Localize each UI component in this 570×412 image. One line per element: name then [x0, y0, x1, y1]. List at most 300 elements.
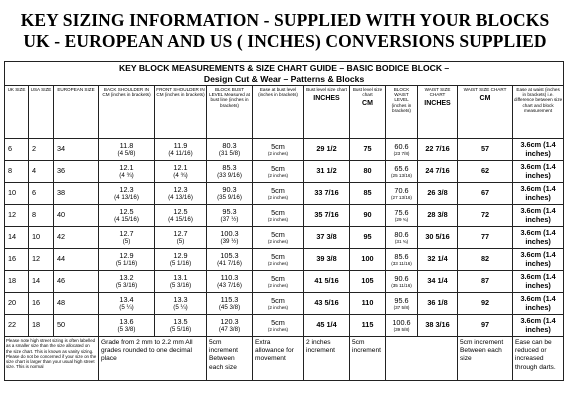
note-vanity-sizing: Please note high street sizing is often labelled as a smaller size than the size allocated on the size chart. This is known as vanity sizing. Please do not be concerned if your size on the size chart is larger than your usual high street size. This is normal [5, 337, 99, 381]
cell-value: 95.3 [222, 206, 237, 216]
cell-inches: (2 inches) [267, 173, 289, 178]
cell-waist [386, 139, 418, 161]
cell-bust [207, 183, 253, 205]
cell-bust-chart-cm [350, 183, 386, 205]
header-block-waist-level [386, 86, 418, 139]
cell-value: 6 [8, 144, 13, 154]
cell-waist-chart-cm [458, 139, 513, 161]
cell-back [99, 205, 155, 227]
cell-value: 85.3 [222, 162, 237, 172]
cell-value: 13.1 [173, 272, 188, 282]
cell-bust-chart-cm [350, 293, 386, 315]
header-bust-chart-cm [350, 86, 386, 139]
cell-value: 75.6 [394, 207, 409, 217]
cell-value: 12.3 [119, 184, 134, 194]
note-bust-increment: 5cm increment Between each size [207, 337, 253, 381]
table-row [5, 249, 564, 271]
cell-value: 48 [57, 298, 66, 308]
cell-value: 12.9 [119, 250, 134, 260]
cell-value: 5cm [271, 295, 285, 305]
cell-inches: (5) [122, 238, 131, 246]
cell-back [99, 249, 155, 271]
cell-bust-chart-in [304, 315, 350, 337]
cell-eu [54, 227, 99, 249]
cell-ease [253, 161, 304, 183]
cell-value: 57 [480, 144, 490, 154]
cell-value: 67 [480, 188, 490, 198]
cell-value: 13.5 [173, 316, 188, 326]
cell-waist-chart-in [418, 183, 458, 205]
cell-waist [386, 293, 418, 315]
cell-waist [386, 249, 418, 271]
header-back-shoulder [99, 86, 155, 139]
header-label: FRONT SHOULDER IN CM (inches in brackets) [156, 87, 205, 98]
cell-value: 80.6 [394, 229, 409, 239]
cell-value: 45 1/4 [316, 320, 337, 330]
table-title-line-1: KEY BLOCK MEASUREMENTS & SIZE CHART GUIDE – BASIC BODICE BLOCK – [118, 63, 450, 73]
table-row [5, 293, 564, 315]
cell-waist [386, 161, 418, 183]
cell-eu [54, 271, 99, 293]
cell-usa [29, 205, 54, 227]
cell-inches: (37 5/8) [393, 305, 410, 310]
cell-inches: (2 inches) [267, 195, 289, 200]
cell-value: 110.3 [220, 272, 239, 282]
cell-value: 115.3 [220, 294, 239, 304]
cell-value: 38 [57, 188, 66, 198]
cell-usa [29, 271, 54, 293]
cell-value: 70.6 [394, 185, 409, 195]
cell-waist-chart-in [418, 227, 458, 249]
cell-inches: (45 3/8) [218, 304, 241, 312]
cell-value: 33 7/16 [314, 188, 339, 198]
cell-value: 11.8 [119, 140, 134, 150]
cell-waist-chart-cm [458, 161, 513, 183]
cell-waist-chart-cm [458, 249, 513, 271]
cell-waist-chart-in [418, 205, 458, 227]
cell-value: 32 1/4 [427, 254, 448, 264]
cell-back [99, 293, 155, 315]
cell-value: 12.5 [173, 206, 188, 216]
cell-inches: (31 5/8) [218, 150, 241, 158]
cell-value: 105.3 [220, 250, 239, 260]
cell-waist [386, 205, 418, 227]
cell-bust [207, 205, 253, 227]
cell-value: 75 [363, 144, 372, 154]
cell-front [155, 161, 207, 183]
cell-value: 29 1/2 [316, 144, 337, 154]
cell-value: 43 5/16 [314, 298, 339, 308]
note-extra-allowance: Extra allowance for movement [253, 337, 304, 381]
header-unit: INCHES [313, 95, 340, 103]
cell-value: 12.9 [173, 250, 188, 260]
cell-value: 62 [480, 166, 490, 176]
cell-front [155, 271, 207, 293]
note-ease-darts: Ease can be reduced or increased through darts. [513, 337, 564, 381]
cell-waist-chart-in [418, 315, 458, 337]
cell-front [155, 249, 207, 271]
cell-value: 34 1/4 [427, 276, 448, 286]
cell-inches: (5 3/16) [115, 282, 138, 290]
header-label: BLOCK WAIST LEVEL (inches in brackets) [391, 87, 412, 113]
cell-front [155, 139, 207, 161]
cell-value: 12 [8, 210, 17, 220]
cell-value: 5cm [271, 251, 285, 261]
cell-inches: (4 11/16) [168, 150, 193, 158]
cell-value: 110 [361, 298, 374, 308]
cell-waist [386, 271, 418, 293]
cell-value: 46 [57, 276, 66, 286]
cell-waist-chart-in [418, 249, 458, 271]
header-label: UK SIZE [7, 87, 26, 92]
size-chart-table [4, 61, 564, 381]
headline-line-2: UK - EUROPEAN AND US ( INCHES) CONVERSIONS SUPPLIED [23, 31, 547, 51]
cell-usa [29, 315, 54, 337]
cell-inches: (33 9/16) [217, 172, 242, 180]
cell-value: 3.6cm (1.4 inches) [520, 140, 556, 158]
cell-value: 12.3 [173, 184, 188, 194]
cell-value: 85.6 [394, 251, 409, 261]
cell-waist-chart-cm [458, 227, 513, 249]
table-row [5, 205, 564, 227]
cell-value: 18 [8, 276, 17, 286]
cell-inches: (5 3/8) [117, 326, 136, 334]
cell-value: 12.7 [173, 228, 188, 238]
cell-value: 5cm [271, 207, 285, 217]
cell-value: 3.6cm (1.4 inches) [520, 272, 556, 290]
cell-value: 18 [32, 320, 41, 330]
cell-value: 16 [32, 298, 41, 308]
cell-inches: (39 5/8) [393, 327, 410, 332]
cell-inches: (4 13/16) [168, 194, 193, 202]
cell-uk [5, 249, 29, 271]
header-unit: INCHES [424, 100, 451, 108]
cell-value: 3.6cm (1.4 inches) [520, 294, 556, 312]
cell-waist-chart-in [418, 139, 458, 161]
cell-bust [207, 315, 253, 337]
cell-front [155, 293, 207, 315]
cell-value: 12 [32, 254, 41, 264]
cell-inches: (35 9/16) [217, 194, 242, 202]
cell-value: 3.6cm (1.4 inches) [520, 184, 556, 202]
cell-front [155, 315, 207, 337]
cell-back [99, 161, 155, 183]
cell-value: 26 3/8 [427, 188, 448, 198]
cell-inches: (31 ¾) [394, 239, 409, 244]
cell-back [99, 271, 155, 293]
cell-inches: (23 7/8) [393, 151, 410, 156]
header-bust-ease [253, 86, 304, 139]
cell-usa [29, 227, 54, 249]
cell-bust-chart-in [304, 271, 350, 293]
header-label: Bust level size chart [306, 87, 347, 92]
cell-front [155, 183, 207, 205]
cell-waist-chart-cm [458, 183, 513, 205]
cell-value: 3.6cm (1.4 inches) [520, 228, 556, 246]
cell-uk [5, 205, 29, 227]
cell-value: 90 [363, 210, 372, 220]
cell-value: 5cm [271, 229, 285, 239]
cell-value: 28 3/8 [427, 210, 448, 220]
cell-waist-ease [513, 183, 564, 205]
cell-bust-chart-in [304, 249, 350, 271]
header-block-bust-level [207, 86, 253, 139]
note-waist-increment: 5cm increment Between each size [458, 337, 513, 381]
cell-eu [54, 161, 99, 183]
cell-inches: (39 ½) [220, 238, 239, 246]
cell-value: 3.6cm (1.4 inches) [520, 250, 556, 268]
cell-usa [29, 161, 54, 183]
header-waist-chart-inches [418, 86, 458, 139]
cell-inches: (5 1/16) [115, 260, 138, 268]
cell-waist-chart-in [418, 293, 458, 315]
cell-inches: (4 15/16) [114, 216, 139, 224]
cell-usa [29, 139, 54, 161]
header-label: EUROPEAN SIZE [57, 87, 95, 92]
cell-bust [207, 161, 253, 183]
cell-ease [253, 183, 304, 205]
cell-inches: (4 5/8) [117, 150, 136, 158]
cell-waist [386, 183, 418, 205]
cell-inches: (2 inches) [267, 305, 289, 310]
cell-back [99, 227, 155, 249]
cell-ease [253, 227, 304, 249]
cell-value: 8 [32, 210, 37, 220]
cell-bust-chart-cm [350, 161, 386, 183]
cell-bust-chart-in [304, 183, 350, 205]
table-title-line-2: Design Cut & Wear – Patterns & Blocks [203, 73, 365, 84]
header-label: Bust level size chart [352, 87, 383, 98]
table-row [5, 139, 564, 161]
cell-waist-chart-in [418, 161, 458, 183]
cell-uk [5, 227, 29, 249]
cell-value: 38 3/16 [425, 320, 450, 330]
cell-inches: (2 inches) [267, 151, 289, 156]
cell-value: 80.3 [222, 140, 237, 150]
cell-waist-ease [513, 205, 564, 227]
header-european-size [54, 86, 99, 139]
cell-value: 41 5/16 [314, 276, 339, 286]
note-cm-increment: 5cm increment [350, 337, 386, 381]
cell-uk [5, 271, 29, 293]
cell-value: 13.4 [119, 294, 134, 304]
cell-ease [253, 249, 304, 271]
cell-value: 90.6 [394, 273, 409, 283]
cell-inches: (33 11/16) [391, 261, 412, 266]
cell-ease [253, 271, 304, 293]
cell-bust-chart-cm [350, 205, 386, 227]
cell-waist-ease [513, 249, 564, 271]
cell-inches: (25 13/16) [391, 173, 412, 178]
header-uk-size [5, 86, 29, 139]
cell-value: 14 [32, 276, 41, 286]
cell-value: 24 7/16 [425, 166, 450, 176]
cell-value: 5cm [271, 317, 285, 327]
cell-value: 3.6cm (1.4 inches) [520, 316, 556, 334]
cell-inches: (5 1/16) [169, 260, 192, 268]
cell-waist-chart-cm [458, 315, 513, 337]
cell-waist-ease [513, 227, 564, 249]
cell-inches: (37 ½) [220, 216, 239, 224]
table-row [5, 183, 564, 205]
cell-uk [5, 161, 29, 183]
cell-value: 22 7/16 [425, 144, 450, 154]
headline-line-1: KEY SIZING INFORMATION - SUPPLIED WITH YOUR BLOCKS [20, 10, 550, 30]
cell-ease [253, 139, 304, 161]
cell-value: 35 7/16 [314, 210, 339, 220]
cell-value: 100 [361, 254, 374, 264]
header-label: BACK SHOULDER IN CM (inches in brackets) [102, 87, 151, 98]
cell-inches: (29 ¾) [394, 217, 409, 222]
header-front-shoulder [155, 86, 207, 139]
cell-uk [5, 183, 29, 205]
cell-eu [54, 293, 99, 315]
cell-value: 50 [57, 320, 66, 330]
cell-inches: (47 3/8) [218, 326, 241, 334]
cell-value: 82 [480, 254, 490, 264]
cell-value: 39 3/8 [316, 254, 337, 264]
note-empty [386, 337, 458, 381]
cell-value: 8 [8, 166, 13, 176]
cell-value: 40 [57, 210, 66, 220]
cell-waist-chart-cm [458, 293, 513, 315]
cell-uk [5, 315, 29, 337]
cell-inches: (41 7/16) [217, 260, 242, 268]
cell-inches: (4 ¾) [173, 172, 188, 180]
cell-inches: (5 5/16) [169, 326, 192, 334]
cell-waist-chart-in [418, 271, 458, 293]
cell-value: 85 [363, 188, 372, 198]
cell-value: 13.3 [173, 294, 188, 304]
cell-bust [207, 249, 253, 271]
cell-usa [29, 183, 54, 205]
header-row [5, 86, 564, 139]
cell-inches: (35 11/16) [391, 283, 412, 288]
cell-value: 36 1/8 [427, 298, 448, 308]
cell-uk [5, 293, 29, 315]
cell-value: 2 [32, 144, 37, 154]
cell-value: 22 [8, 320, 17, 330]
cell-bust-chart-cm [350, 139, 386, 161]
cell-inches: (4 ¾) [119, 172, 134, 180]
cell-front [155, 227, 207, 249]
cell-bust-chart-in [304, 293, 350, 315]
cell-inches: (5 ¼) [173, 304, 188, 312]
cell-value: 5cm [271, 273, 285, 283]
header-unit: CM [362, 100, 373, 108]
cell-value: 14 [8, 232, 17, 242]
cell-inches: (5 ¼) [119, 304, 134, 312]
cell-value: 13.2 [119, 272, 134, 282]
header-unit: CM [479, 95, 491, 103]
cell-value: 95 [363, 232, 372, 242]
table-row [5, 271, 564, 293]
cell-inches: (2 inches) [267, 283, 289, 288]
cell-inches: (2 inches) [267, 261, 289, 266]
cell-value: 36 [57, 166, 66, 176]
cell-bust-chart-cm [350, 249, 386, 271]
cell-value: 10 [8, 188, 17, 198]
cell-inches: (5 3/16) [169, 282, 192, 290]
cell-value: 10 [32, 232, 41, 242]
cell-waist-chart-cm [458, 271, 513, 293]
header-label: Ease at bust level (inches in brackets) [258, 87, 298, 98]
header-label: WAIST SIZE CHART [424, 87, 451, 98]
cell-value: 16 [8, 254, 17, 264]
cell-ease [253, 205, 304, 227]
table-row [5, 227, 564, 249]
cell-value: 13.6 [119, 316, 134, 326]
cell-value: 60.6 [394, 141, 409, 151]
cell-inches: (2 inches) [267, 217, 289, 222]
header-bust-chart-inches [304, 86, 350, 139]
cell-value: 3.6cm (1.4 inches) [520, 162, 556, 180]
header-label: WAIST SIZE CHART [463, 87, 507, 92]
cell-waist [386, 227, 418, 249]
cell-waist-ease [513, 271, 564, 293]
cell-value: 100.3 [220, 228, 239, 238]
cell-uk [5, 139, 29, 161]
cell-value: 92 [480, 298, 490, 308]
cell-value: 12.7 [119, 228, 134, 238]
cell-waist-chart-cm [458, 205, 513, 227]
cell-waist-ease [513, 293, 564, 315]
note-grade: Grade from 2 mm to 2.2 mm All grades rounded to one decimal place [99, 337, 207, 381]
cell-value: 115 [361, 320, 374, 330]
table-row [5, 161, 564, 183]
header-usa-size [29, 86, 54, 139]
cell-value: 44 [57, 254, 66, 264]
notes-row [5, 337, 564, 381]
cell-value: 30 5/16 [425, 232, 450, 242]
cell-value: 87 [480, 276, 490, 286]
cell-inches: (5) [176, 238, 185, 246]
cell-back [99, 315, 155, 337]
cell-inches: (43 7/16) [217, 282, 242, 290]
cell-waist [386, 315, 418, 337]
cell-value: 77 [480, 232, 490, 242]
cell-ease [253, 315, 304, 337]
cell-value: 4 [32, 166, 37, 176]
cell-usa [29, 293, 54, 315]
header-waist-ease [513, 86, 564, 139]
cell-value: 37 3/8 [316, 232, 337, 242]
cell-value: 5cm [271, 185, 285, 195]
cell-bust-chart-in [304, 139, 350, 161]
cell-value: 80 [363, 166, 372, 176]
cell-value: 12.5 [119, 206, 134, 216]
cell-value: 105 [361, 276, 374, 286]
cell-value: 31 1/2 [316, 166, 337, 176]
cell-usa [29, 249, 54, 271]
cell-bust-chart-cm [350, 271, 386, 293]
cell-bust [207, 139, 253, 161]
cell-inches: (2 inches) [267, 239, 289, 244]
cell-front [155, 205, 207, 227]
note-inches-increment: 2 inches increment [304, 337, 350, 381]
cell-bust [207, 293, 253, 315]
header-label: BLOCK BUST LEVEL Measured at bust line (inches in brackets) [209, 87, 250, 108]
cell-value: 12.1 [119, 162, 134, 172]
cell-value: 65.6 [394, 163, 409, 173]
cell-value: 6 [32, 188, 37, 198]
cell-back [99, 139, 155, 161]
cell-value: 5cm [271, 141, 285, 151]
cell-eu [54, 249, 99, 271]
header-waist-chart-cm [458, 86, 513, 139]
cell-eu [54, 205, 99, 227]
cell-value: 90.3 [222, 184, 237, 194]
